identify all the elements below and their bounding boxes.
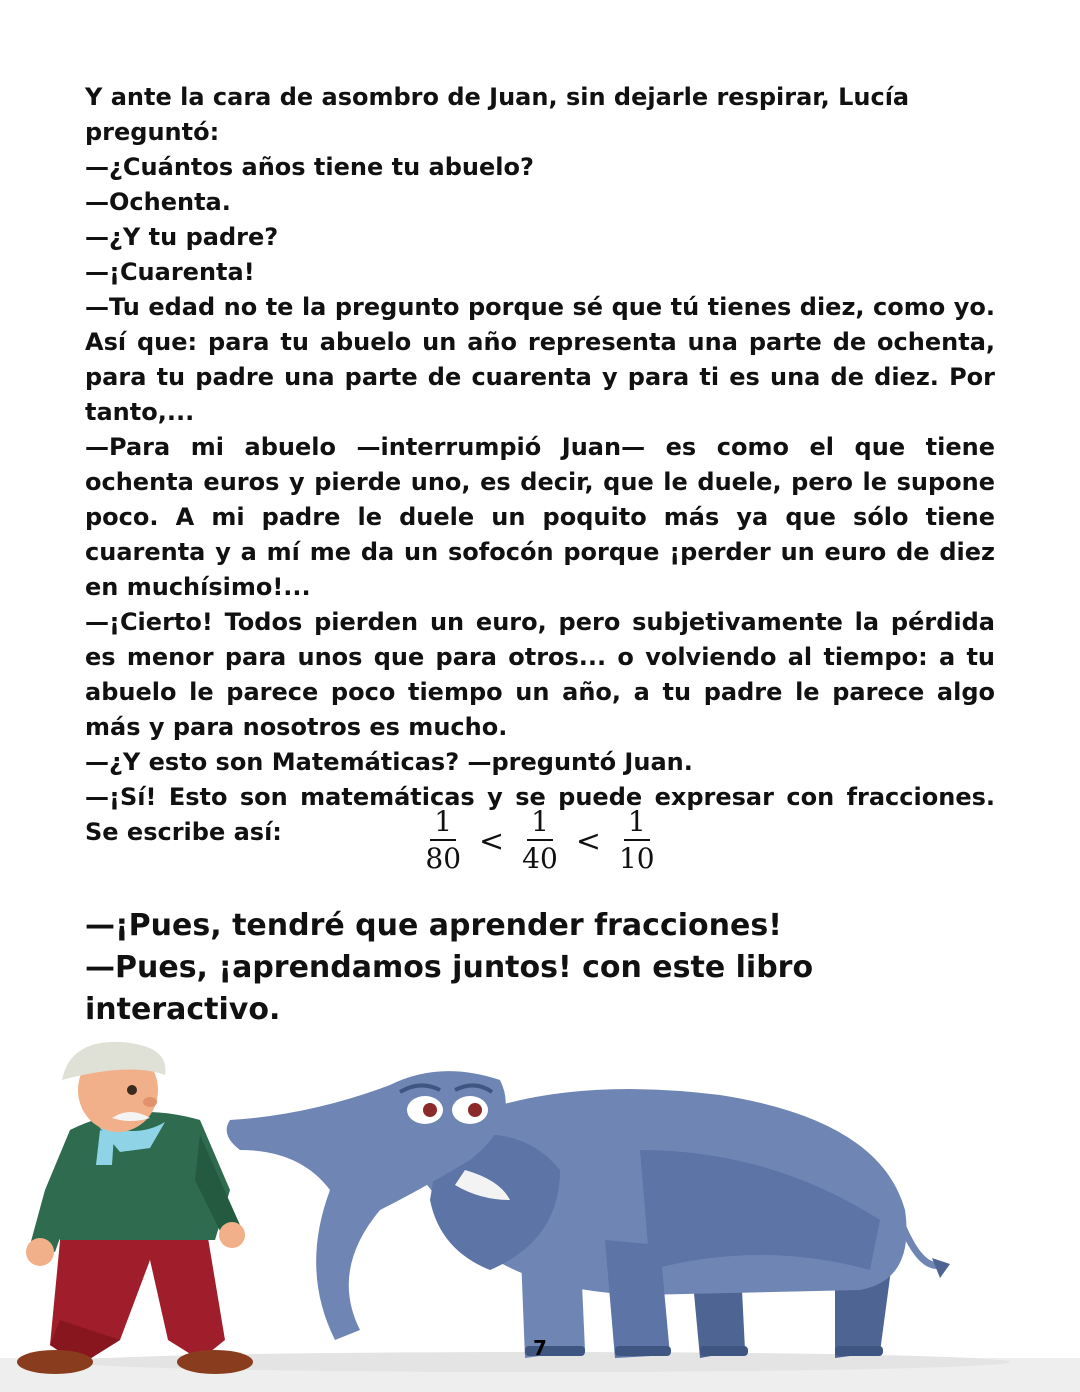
dialogue-block [85,150,995,850]
fraction-one-eightieth [421,805,465,877]
fraction-numerator: 1 [527,805,553,841]
fraction-inequality [0,805,1080,877]
fraction-denominator: 40 [522,842,558,875]
fraction-one-tenth [615,805,659,877]
dialogue-line: —Ochenta. [85,188,231,216]
grandfather-figure [17,1042,253,1374]
closing-line: —¡Pues, tendré que aprender fracciones! [85,908,782,943]
less-than-sign: < [575,823,601,859]
less-than-sign: < [479,823,505,859]
dialogue-line: —¿Cuántos años tiene tu abuelo? [85,153,534,181]
dialogue-line: —¡Sí! Esto son matemáticas y se puede expresar con fracciones. Se escribe así: [85,783,995,846]
dialogue-line: —¿Y esto son Matemáticas? —preguntó Juan. [85,748,693,776]
fraction-denominator: 10 [618,842,655,875]
elephant-figure [227,1071,950,1358]
closing-block [85,905,995,1031]
dialogue-line: —¡Cuarenta! [85,258,255,286]
fraction-numerator: 1 [624,805,650,841]
page-number: 7 [533,1336,547,1360]
dialogue-line: —Tu edad no te la pregunto porque sé que tú tienes diez, como yo. Así que: para tu abuelo un año representa una parte de ochenta, para tu padre una parte de cuarenta y para ti es una de diez. Por tanto,... [85,293,995,426]
dialogue-line: —¿Y tu padre? [85,223,279,251]
closing-line: —Pues, ¡aprendamos juntos! con este libro interactivo. [85,950,814,1027]
fraction-denominator: 80 [425,842,462,875]
fraction-one-fortieth [518,805,562,877]
fraction-numerator: 1 [430,805,456,841]
dialogue-line: —¡Cierto! Todos pierden un euro, pero subjetivamente la pérdida es menor para unos que para otros... o volviendo al tiempo: a tu abuelo le parece poco tiempo un año, a tu padre le parece algo más y para nosotros es mucho. [85,608,995,741]
dialogue-line: —Para mi abuelo —interrumpió Juan— es como el que tiene ochenta euros y pierde uno, es decir, que le duele, pero le supone poco. A mi padre le duele un poquito más ya que sólo tiene cuarenta y a mí me da un sofocón porque ¡perder un euro de diez en muchísimo!... [85,433,995,601]
intro-paragraph: Y ante la cara de asombro de Juan, sin dejarle respirar, Lucía preguntó: [85,83,910,146]
